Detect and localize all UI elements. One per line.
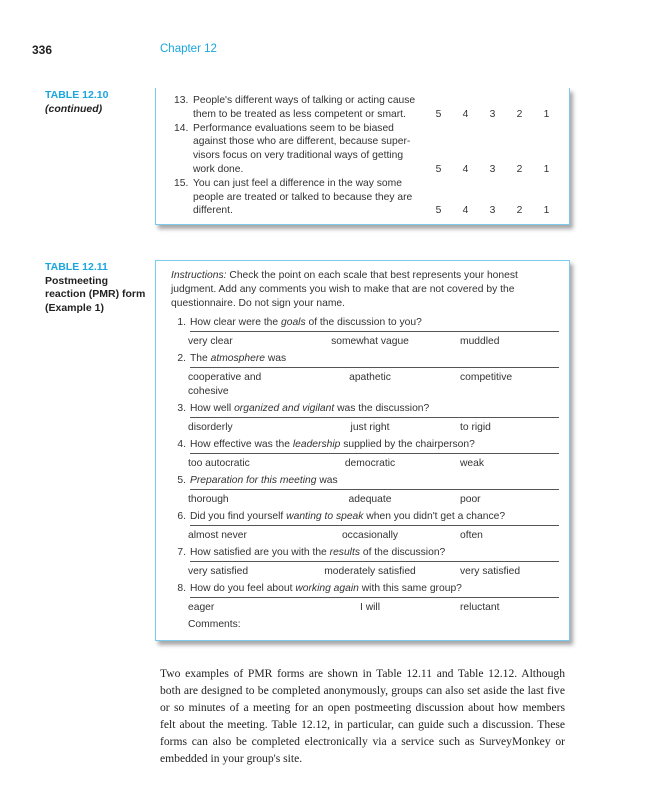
item-text: Performance evaluations seem to be biased against those who are different, because super-visors focus on very traditional ways of getting work done. (193, 122, 411, 175)
question-pre: How clear were the (190, 317, 281, 328)
question-number: 2. (177, 353, 186, 364)
question-post: supplied by the chairperson? (340, 439, 475, 450)
scale-options (171, 457, 559, 471)
question (171, 316, 559, 349)
question-emphasis: organized and vigilant (234, 403, 335, 414)
question-post: with this same group? (358, 583, 462, 594)
item-number: 13. (174, 95, 189, 106)
question-text (190, 352, 559, 368)
question (171, 402, 559, 435)
question (171, 352, 559, 399)
question-number: 3. (177, 403, 186, 414)
question-number: 4. (177, 439, 186, 450)
scale-value[interactable]: 2 (516, 108, 523, 120)
scale-option[interactable]: very clear (188, 336, 233, 347)
scale-option[interactable]: very satisfied (188, 566, 249, 577)
scale-option[interactable]: too autocratic (188, 458, 250, 469)
scale-option[interactable]: weak (460, 458, 485, 469)
survey-item (174, 94, 569, 122)
item-number: 14. (174, 122, 189, 134)
instructions (171, 269, 559, 311)
question-text (190, 474, 559, 490)
question-pre: How well (190, 403, 235, 414)
table-12-11-label (45, 261, 150, 315)
question (171, 438, 559, 471)
question-pre: Did you find yourself (190, 511, 287, 522)
question-post: of the discussion to you? (305, 317, 422, 328)
scale-option[interactable]: adequate (348, 494, 392, 505)
scale-option[interactable]: eager (188, 602, 215, 613)
question-post: was the discussion? (334, 403, 430, 414)
item-text: You can just feel a difference in the way some people are treated or talked to because they are different. (193, 177, 413, 217)
question-number: 6. (177, 511, 186, 522)
survey-item (174, 177, 569, 218)
scale-value[interactable]: 4 (462, 163, 469, 175)
scale-option[interactable]: poor (460, 494, 481, 505)
question-text (190, 402, 559, 418)
question-emphasis: leadership (292, 439, 341, 450)
question-text (190, 438, 559, 454)
question-number: 7. (177, 547, 186, 558)
scale-options (171, 371, 559, 399)
scale-option[interactable]: just right (350, 422, 390, 433)
scale-value[interactable]: 3 (489, 163, 496, 175)
scale-value[interactable]: 4 (462, 205, 469, 217)
comments-label: Comments: (188, 619, 241, 630)
question-text (190, 510, 559, 526)
scale-option[interactable]: to rigid (460, 422, 491, 433)
question-pre: How do you feel about (190, 583, 296, 594)
scale-options (171, 421, 559, 435)
scale-value[interactable]: 5 (435, 205, 442, 217)
question-pre: How effective was the (190, 439, 293, 450)
question-post: when you didn't get a chance? (363, 511, 506, 522)
chapter-header: Chapter 12 (160, 43, 217, 55)
question-post: was (316, 475, 338, 486)
question-number: 5. (177, 475, 186, 486)
body-paragraph: Two examples of PMR forms are shown in Table 12.11 and Table 12.12. Although both are designed to be completed anonymously, groups can also set aside the last five or so minutes of a meeting for an open postmeeting discussion about how members felt about the meeting. Table 12.12, in particular, can guide such a discussion. These forms can also be completed electronically via a service such as SurveyMonkey or embedded in your group's site. (160, 667, 565, 765)
scale-option[interactable]: disorderly (188, 422, 233, 433)
question-pre: How satisfied are you with the (190, 547, 330, 558)
question-emphasis: goals (281, 317, 306, 328)
question-post: was (265, 353, 287, 364)
scale-option[interactable]: competitive (460, 372, 513, 383)
question-emphasis: Preparation for this meeting (190, 475, 317, 486)
question (171, 546, 559, 579)
scale-value[interactable]: 4 (462, 108, 469, 120)
scale-value[interactable]: 2 (516, 163, 523, 175)
scale-option[interactable]: I will (359, 602, 381, 613)
scale-option[interactable]: somewhat vague (331, 336, 409, 347)
question-number: 8. (177, 583, 186, 594)
question (171, 510, 559, 543)
question (171, 474, 559, 507)
scale-option[interactable]: moderately satisfied (324, 566, 416, 577)
scale-option[interactable]: reluctant (460, 602, 500, 613)
instructions-label: Instructions: (171, 270, 227, 281)
scale-value[interactable]: 1 (543, 205, 550, 217)
question-text (190, 316, 559, 332)
table-number: TABLE 12.11 (45, 261, 108, 273)
scale-options (171, 565, 559, 579)
scale-option[interactable]: apathetic (349, 372, 391, 383)
table-12-10-label (45, 89, 108, 116)
page-number: 336 (32, 43, 53, 57)
scale-option[interactable]: often (460, 530, 483, 541)
scale-options (171, 601, 559, 615)
question-text (190, 582, 559, 598)
scale-value[interactable]: 1 (543, 163, 550, 175)
question-emphasis: working again (295, 583, 359, 594)
question-emphasis: atmosphere (210, 353, 265, 364)
survey-item (174, 122, 569, 177)
scale-options (171, 529, 559, 543)
scale-options (171, 493, 559, 507)
instructions-text: Check the point on each scale that best represents your honest judgment. Add any comments you wish to make that are not covered by the questionnaire. Do not sign your name. (171, 270, 518, 309)
item-number: 15. (174, 177, 189, 189)
scale-option[interactable]: almost never (188, 530, 247, 541)
question (171, 582, 559, 615)
item-text: People's different ways of talking or acting cause them to be treated as less competent or smart. (193, 95, 416, 120)
scale-value[interactable]: 3 (489, 205, 496, 217)
question-emphasis: wanting to speak (286, 511, 364, 522)
scale-option[interactable]: muddled (460, 336, 500, 347)
table-caption: (continued) (45, 102, 103, 115)
table-caption: Postmeeting reaction (PMR) form (Example 1) (45, 274, 146, 314)
table-12-10-box (155, 88, 570, 225)
scale-option[interactable]: very satisfied (460, 566, 521, 577)
scale-value[interactable]: 3 (489, 108, 496, 120)
table-number: TABLE 12.10 (45, 89, 109, 101)
question-text (190, 546, 559, 562)
scale-value[interactable]: 2 (516, 205, 523, 217)
question-number: 1. (177, 317, 186, 328)
scale-option[interactable]: thorough (188, 494, 229, 505)
question-post: of the discussion? (359, 547, 446, 558)
scale-value[interactable]: 5 (435, 163, 442, 175)
scale-options (171, 335, 559, 349)
scale-value[interactable]: 5 (435, 108, 442, 120)
pmr-form-box (155, 260, 570, 641)
scale-value[interactable]: 1 (543, 108, 550, 120)
question-pre: The (190, 353, 211, 364)
scale-option[interactable]: cooperative and cohesive (188, 372, 262, 397)
scale-option[interactable]: democratic (344, 458, 396, 469)
question-emphasis: results (329, 547, 360, 558)
scale-option[interactable]: occasionally (341, 530, 399, 541)
